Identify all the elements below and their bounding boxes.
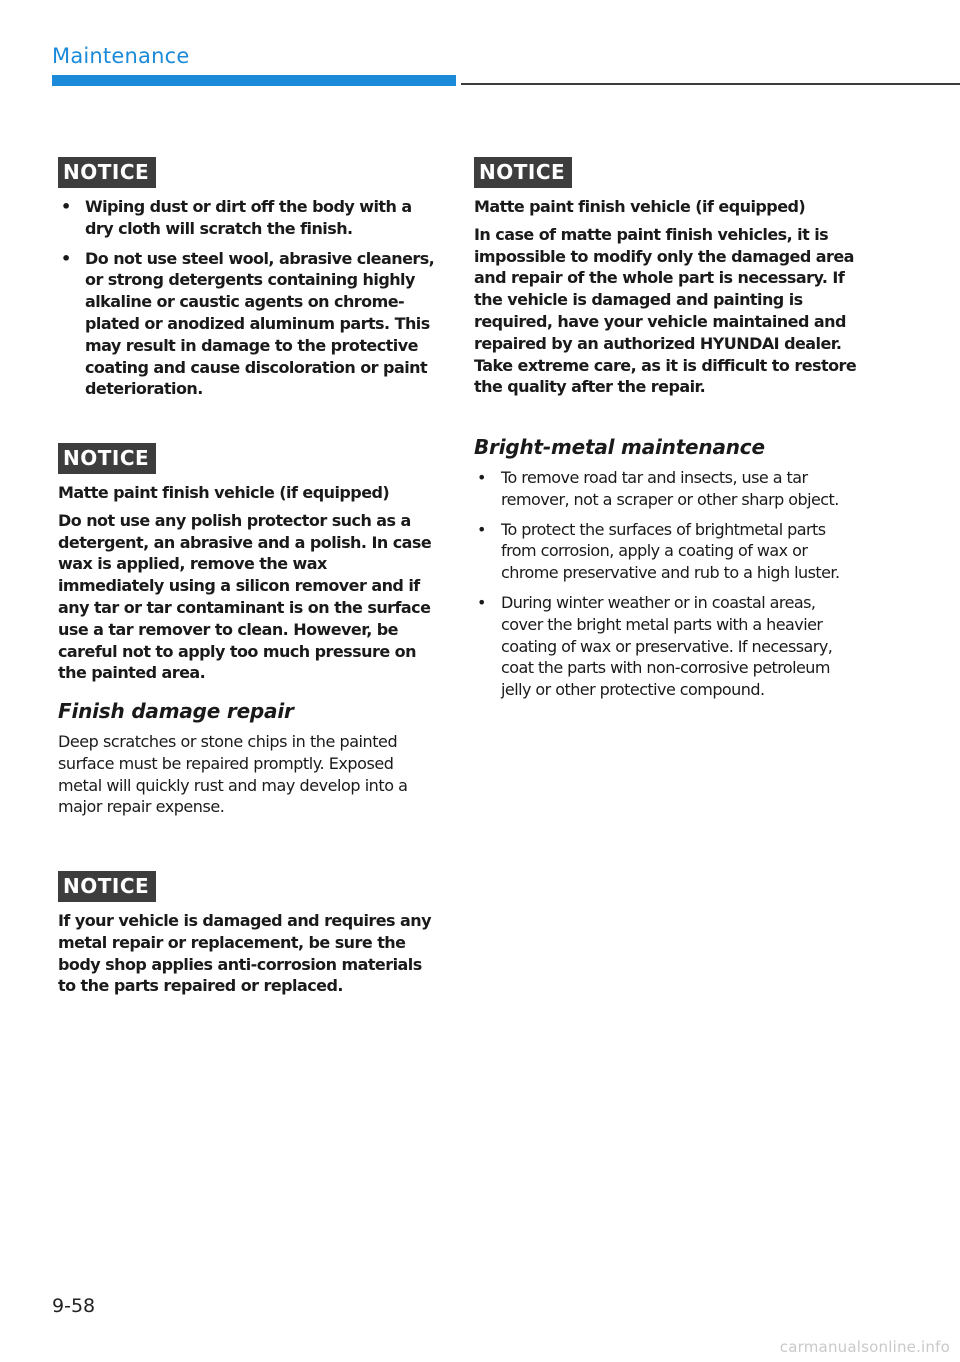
list-item: • During winter weather or in coastal areas, cover the bright metal parts with a heavier coating of wax or preservative. If necessary, coat the parts with non-corrosive petroleum jelly or other protective compound. [477,592,833,700]
list-item: • To remove road tar and insects, use a tar remover, not a scraper or other sharp object. [477,468,839,509]
page-number: 9-58 [52,1295,96,1317]
notice-text: Do not use any polish protector such as a detergent, an abrasive and a polish. In case wax is applied, remove the wax immediately using a silicon remover and if any tar or tar contaminant is on the surface use a tar remover to clean. However, be careful not to apply too much pressure on the painted area. [58,510,432,683]
notice-matte-polish [58,443,436,683]
bullet-icon: • [477,519,486,539]
notice-text: If your vehicle is damaged and requires any metal repair or replacement, be sure the body shop applies anti-corrosion materials to the parts repaired or replaced. [58,911,432,996]
section-heading: Bright-metal maintenance [474,435,765,459]
notice-heading: Matte paint finish vehicle (if equipped) [58,483,390,502]
bright-metal-list [474,467,860,701]
bullet-icon: • [477,592,486,612]
section-text: Deep scratches or stone chips in the painted surface must be repaired promptly. Exposed metal will quickly rust and may develop into a major repair expense. [58,732,408,817]
bullet-icon: • [477,468,486,487]
notice-label: NOTICE [58,443,156,474]
list-item: • To protect the surfaces of brightmetal parts from corrosion, apply a coating of wax or chrome preservative and rub to a high luster. [477,519,840,583]
header-rule-gray [461,83,960,85]
notice-matte-repair [474,157,860,427]
right-column [474,157,860,709]
notice-heading: Matte paint finish vehicle (if equipped) [474,197,806,216]
bullet-icon: • [61,197,71,216]
list-item: • Wiping dust or dirt off the body with a dry cloth will scratch the finish. [61,197,412,238]
notice-label: NOTICE [58,871,156,902]
watermark: carmanualsonline.info [779,1338,950,1356]
left-column [58,157,436,1003]
bullet-icon: • [61,248,71,268]
notice-scratch [58,157,436,427]
header-rule-blue [52,75,456,86]
notice-bullet-list [58,196,436,400]
section-heading: Finish damage repair [58,699,294,723]
notice-text: In case of matte paint finish vehicles, it is impossible to modify only the damaged area and repair of the whole part is necessary. If the vehicle is damaged and painting is required, have your vehicle maintained and repaired by an authorized HYUNDAI dealer. Take extreme care, as it is difficult to restore the quality after the repair. [474,224,857,397]
notice-label: NOTICE [474,157,572,188]
bright-metal-section [474,435,860,701]
list-item: • Do not use steel wool, abrasive cleaners, or strong detergents containing highly alkaline or caustic agents on chrome-plated or anodized aluminum parts. This may result in damage to the protective coating and cause discoloration or paint deterioration. [61,248,435,399]
notice-label: NOTICE [58,157,156,188]
header-title: Maintenance [52,44,190,68]
notice-metal-repair [58,871,436,997]
finish-damage-repair-section [58,699,436,849]
